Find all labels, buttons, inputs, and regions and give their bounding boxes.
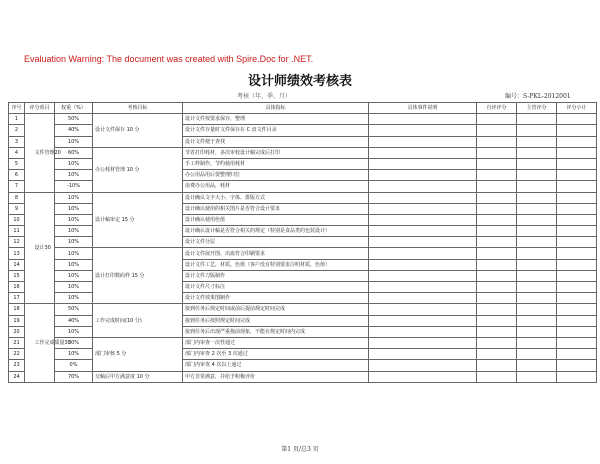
subtotal-cell[interactable] xyxy=(557,170,597,181)
page-title: 设计师绩效考核表 xyxy=(247,74,352,89)
self-score-cell[interactable] xyxy=(477,337,517,348)
event-cell[interactable] xyxy=(369,360,477,371)
supervisor-score-cell[interactable] xyxy=(517,360,557,371)
subtotal-cell[interactable] xyxy=(557,203,597,214)
row-weight: 30% xyxy=(55,337,93,348)
self-score-cell[interactable] xyxy=(477,136,517,147)
self-score-cell[interactable] xyxy=(477,270,517,281)
subtotal-cell[interactable] xyxy=(557,349,597,360)
subtotal-cell[interactable] xyxy=(557,326,597,337)
row-no: 10 xyxy=(9,214,25,225)
supervisor-score-cell[interactable] xyxy=(517,349,557,360)
row-weight: 70% xyxy=(55,371,93,382)
event-cell[interactable] xyxy=(369,237,477,248)
subtotal-cell[interactable] xyxy=(557,371,597,382)
row-indicator: 设计文件工艺，材质、色值（客户没有特别要求注明材质，色值） xyxy=(183,259,369,270)
event-cell[interactable] xyxy=(369,226,477,237)
row-indicator: 设计确认设计稿是否符合相关的规定（特别是食品类的包装设计） xyxy=(183,226,369,237)
row-weight: 50% xyxy=(55,114,93,125)
row-indicator: 设计文件尺寸标注 xyxy=(183,282,369,293)
event-cell[interactable] xyxy=(369,203,477,214)
supervisor-score-cell[interactable] xyxy=(517,181,557,192)
row-no: 2 xyxy=(9,125,25,136)
row-indicator: 浪费办公用品，耗材 xyxy=(183,181,369,192)
assessment-period: 考核（年、季、月） xyxy=(237,93,292,100)
row-indicator: 接到任务后规定时间或前后提前规定时间完成 xyxy=(183,304,369,315)
supervisor-score-cell[interactable] xyxy=(517,315,557,326)
row-indicator: 设计文件便于查找 xyxy=(183,136,369,147)
row-weight: -10% xyxy=(55,181,93,192)
row-no: 11 xyxy=(9,226,25,237)
supervisor-score-cell[interactable] xyxy=(517,304,557,315)
event-cell[interactable] xyxy=(369,259,477,270)
self-score-cell[interactable] xyxy=(477,237,517,248)
self-score-cell[interactable] xyxy=(477,114,517,125)
standard-completion-time: 工作完成时间(10 分) xyxy=(93,304,183,338)
row-indicator: 设计文件存量时文件保存在 C 盘文件目录 xyxy=(183,125,369,136)
row-no: 1 xyxy=(9,114,25,125)
row-no: 6 xyxy=(9,170,25,181)
table-row xyxy=(9,371,597,382)
event-cell[interactable] xyxy=(369,136,477,147)
standard-consumables: 办公耗材管理 10 分 xyxy=(93,147,183,192)
subtotal-cell[interactable] xyxy=(557,259,597,270)
row-weight: 50% xyxy=(55,304,93,315)
row-indicator: 设计文件分层 xyxy=(183,237,369,248)
row-no: 12 xyxy=(9,237,25,248)
self-score-cell[interactable] xyxy=(477,125,517,136)
row-weight: 10% xyxy=(55,326,93,337)
event-cell[interactable] xyxy=(369,293,477,304)
self-score-cell[interactable] xyxy=(477,293,517,304)
header-no: 序号 xyxy=(9,103,25,114)
table-row xyxy=(9,114,597,125)
row-indicator: 甲方非常满意，并给予积极评价 xyxy=(183,371,369,382)
subtotal-cell[interactable] xyxy=(557,181,597,192)
row-weight: 10% xyxy=(55,170,93,181)
row-indicator: 部门内审查 2 次至 3 次通过 xyxy=(183,349,369,360)
self-score-cell[interactable] xyxy=(477,371,517,382)
supervisor-score-cell[interactable] xyxy=(517,114,557,125)
row-weight: 10% xyxy=(55,270,93,281)
self-score-cell[interactable] xyxy=(477,181,517,192)
subtotal-cell[interactable] xyxy=(557,337,597,348)
event-cell[interactable] xyxy=(369,270,477,281)
document-number: 编号：S-PKL-2012001 xyxy=(505,93,571,100)
subtotal-cell[interactable] xyxy=(557,270,597,281)
subtotal-cell[interactable] xyxy=(557,282,597,293)
subtotal-cell[interactable] xyxy=(557,360,597,371)
row-indicator: 设计确认文字大小、字体、排版方式 xyxy=(183,192,369,203)
row-indicator: 设计文件效果图制作 xyxy=(183,293,369,304)
self-score-cell[interactable] xyxy=(477,192,517,203)
row-no: 24 xyxy=(9,371,25,382)
category-work-quality: 工作完成质量30 xyxy=(25,304,55,382)
header-indicator: 具体指标 xyxy=(183,103,369,114)
row-no: 23 xyxy=(9,360,25,371)
row-no: 18 xyxy=(9,304,25,315)
subtotal-cell[interactable] xyxy=(557,147,597,158)
row-weight: 10% xyxy=(55,214,93,225)
supervisor-score-cell[interactable] xyxy=(517,326,557,337)
header-event: 具体事件说明 xyxy=(369,103,477,114)
page-footer: 第1 页/总3 页 xyxy=(281,446,319,453)
standard-file-saving: 设计文件保存 10 分 xyxy=(93,114,183,148)
supervisor-score-cell[interactable] xyxy=(517,259,557,270)
event-cell[interactable] xyxy=(369,114,477,125)
self-score-cell[interactable] xyxy=(477,158,517,169)
row-weight: 40% xyxy=(55,125,93,136)
row-weight: 10% xyxy=(55,259,93,270)
supervisor-score-cell[interactable] xyxy=(517,214,557,225)
row-no: 7 xyxy=(9,181,25,192)
header-standard: 考核目标 xyxy=(93,103,183,114)
supervisor-score-cell[interactable] xyxy=(517,125,557,136)
row-no: 20 xyxy=(9,326,25,337)
event-cell[interactable] xyxy=(369,371,477,382)
event-cell[interactable] xyxy=(369,337,477,348)
row-no: 15 xyxy=(9,270,25,281)
subtotal-cell[interactable] xyxy=(557,192,597,203)
standard-client-satisfaction: 交稿后甲方满意度 10 分 xyxy=(93,371,183,382)
subtotal-cell[interactable] xyxy=(557,136,597,147)
event-cell[interactable] xyxy=(369,214,477,225)
standard-department-review: 部门审核 5 分 xyxy=(93,337,183,371)
supervisor-score-cell[interactable] xyxy=(517,226,557,237)
supervisor-score-cell[interactable] xyxy=(517,192,557,203)
table-row xyxy=(9,248,597,259)
supervisor-score-cell[interactable] xyxy=(517,337,557,348)
supervisor-score-cell[interactable] xyxy=(517,248,557,259)
self-score-cell[interactable] xyxy=(477,349,517,360)
self-score-cell[interactable] xyxy=(477,214,517,225)
row-weight: 10% xyxy=(55,192,93,203)
event-cell[interactable] xyxy=(369,147,477,158)
event-cell[interactable] xyxy=(369,170,477,181)
self-score-cell[interactable] xyxy=(477,147,517,158)
subtotal-cell[interactable] xyxy=(557,237,597,248)
supervisor-score-cell[interactable] xyxy=(517,203,557,214)
row-no: 22 xyxy=(9,349,25,360)
evaluation-warning: Evaluation Warning: The document was created with Spire.Doc for .NET. xyxy=(24,54,314,64)
row-weight: 0% xyxy=(55,360,93,371)
event-cell[interactable] xyxy=(369,248,477,259)
row-indicator: 办公用品用后要整理归位 xyxy=(183,170,369,181)
row-indicator: 设计确认使用的相关图片是否符合设计要求 xyxy=(183,203,369,214)
row-indicator: 手工样制作，节约使用耗材 xyxy=(183,158,369,169)
row-weight: 10% xyxy=(55,203,93,214)
category-design: 设计30 xyxy=(25,192,55,304)
row-weight: 10% xyxy=(55,349,93,360)
header-subtotal: 评分小计 xyxy=(557,103,597,114)
row-no: 8 xyxy=(9,192,25,203)
self-score-cell[interactable] xyxy=(477,203,517,214)
row-weight: 10% xyxy=(55,293,93,304)
event-cell[interactable] xyxy=(369,282,477,293)
supervisor-score-cell[interactable] xyxy=(517,170,557,181)
table-header-row xyxy=(9,103,597,114)
row-no: 13 xyxy=(9,248,25,259)
header-weight: 权重（%） xyxy=(55,103,93,114)
row-weight: 40% xyxy=(55,315,93,326)
header-self-score: 自评评分 xyxy=(477,103,517,114)
assessment-table xyxy=(8,102,597,383)
header-item: 评分项目 xyxy=(25,103,55,114)
supervisor-score-cell[interactable] xyxy=(517,282,557,293)
standard-digital-proof: 设计打印数码样 15 分 xyxy=(93,248,183,304)
event-cell[interactable] xyxy=(369,125,477,136)
event-cell[interactable] xyxy=(369,349,477,360)
self-score-cell[interactable] xyxy=(477,248,517,259)
supervisor-score-cell[interactable] xyxy=(517,237,557,248)
event-cell[interactable] xyxy=(369,304,477,315)
category-file-management: 文件管理20 xyxy=(25,114,55,192)
self-score-cell[interactable] xyxy=(477,226,517,237)
subtotal-cell[interactable] xyxy=(557,114,597,125)
row-no: 3 xyxy=(9,136,25,147)
table-row xyxy=(9,304,597,315)
row-no: 19 xyxy=(9,315,25,326)
self-score-cell[interactable] xyxy=(477,326,517,337)
subtotal-cell[interactable] xyxy=(557,293,597,304)
supervisor-score-cell[interactable] xyxy=(517,371,557,382)
subtotal-cell[interactable] xyxy=(557,158,597,169)
row-weight: 10% xyxy=(55,282,93,293)
row-no: 17 xyxy=(9,293,25,304)
supervisor-score-cell[interactable] xyxy=(517,270,557,281)
supervisor-score-cell[interactable] xyxy=(517,158,557,169)
row-indicator: 节省打印耗材，多次审校设计稿完成后打印 xyxy=(183,147,369,158)
table-row xyxy=(9,337,597,348)
self-score-cell[interactable] xyxy=(477,259,517,270)
row-no: 16 xyxy=(9,282,25,293)
self-score-cell[interactable] xyxy=(477,304,517,315)
supervisor-score-cell[interactable] xyxy=(517,136,557,147)
standard-draft-review: 设计稿审定 15 分 xyxy=(93,192,183,248)
event-cell[interactable] xyxy=(369,192,477,203)
event-cell[interactable] xyxy=(369,326,477,337)
row-weight: 10% xyxy=(55,237,93,248)
self-score-cell[interactable] xyxy=(477,360,517,371)
self-score-cell[interactable] xyxy=(477,315,517,326)
row-no: 4 xyxy=(9,147,25,158)
subtotal-cell[interactable] xyxy=(557,125,597,136)
row-indicator: 接到任务后出现严重拖前现象，不能在规定时间内完成 xyxy=(183,326,369,337)
subtotal-cell[interactable] xyxy=(557,304,597,315)
row-weight: 10% xyxy=(55,136,93,147)
event-cell[interactable] xyxy=(369,315,477,326)
header-supervisor-score: 主管评分 xyxy=(517,103,557,114)
row-weight: 10% xyxy=(55,248,93,259)
row-no: 14 xyxy=(9,259,25,270)
row-weight: 10% xyxy=(55,158,93,169)
supervisor-score-cell[interactable] xyxy=(517,293,557,304)
self-score-cell[interactable] xyxy=(477,170,517,181)
row-weight: 10% xyxy=(55,226,93,237)
self-score-cell[interactable] xyxy=(477,282,517,293)
supervisor-score-cell[interactable] xyxy=(517,147,557,158)
row-indicator: 接到任务后按照规定时间完成 xyxy=(183,315,369,326)
row-no: 21 xyxy=(9,337,25,348)
event-cell[interactable] xyxy=(369,181,477,192)
row-no: 5 xyxy=(9,158,25,169)
subtotal-cell[interactable] xyxy=(557,226,597,237)
event-cell[interactable] xyxy=(369,158,477,169)
row-indicator: 部门内审查 4 次以上通过 xyxy=(183,360,369,371)
row-no: 9 xyxy=(9,203,25,214)
row-indicator: 设计文件展开图、出血符合印刷要求 xyxy=(183,248,369,259)
row-indicator: 设计确认使用色值 xyxy=(183,214,369,225)
subtotal-cell[interactable] xyxy=(557,315,597,326)
table-row xyxy=(9,147,597,158)
table-row xyxy=(9,192,597,203)
row-indicator: 设计文件按要求保存，整理 xyxy=(183,114,369,125)
row-indicator: 部门内审查一次性通过 xyxy=(183,337,369,348)
subtotal-cell[interactable] xyxy=(557,214,597,225)
row-weight: 60% xyxy=(55,147,93,158)
row-indicator: 设计文件刀版制作 xyxy=(183,270,369,281)
subtotal-cell[interactable] xyxy=(557,248,597,259)
